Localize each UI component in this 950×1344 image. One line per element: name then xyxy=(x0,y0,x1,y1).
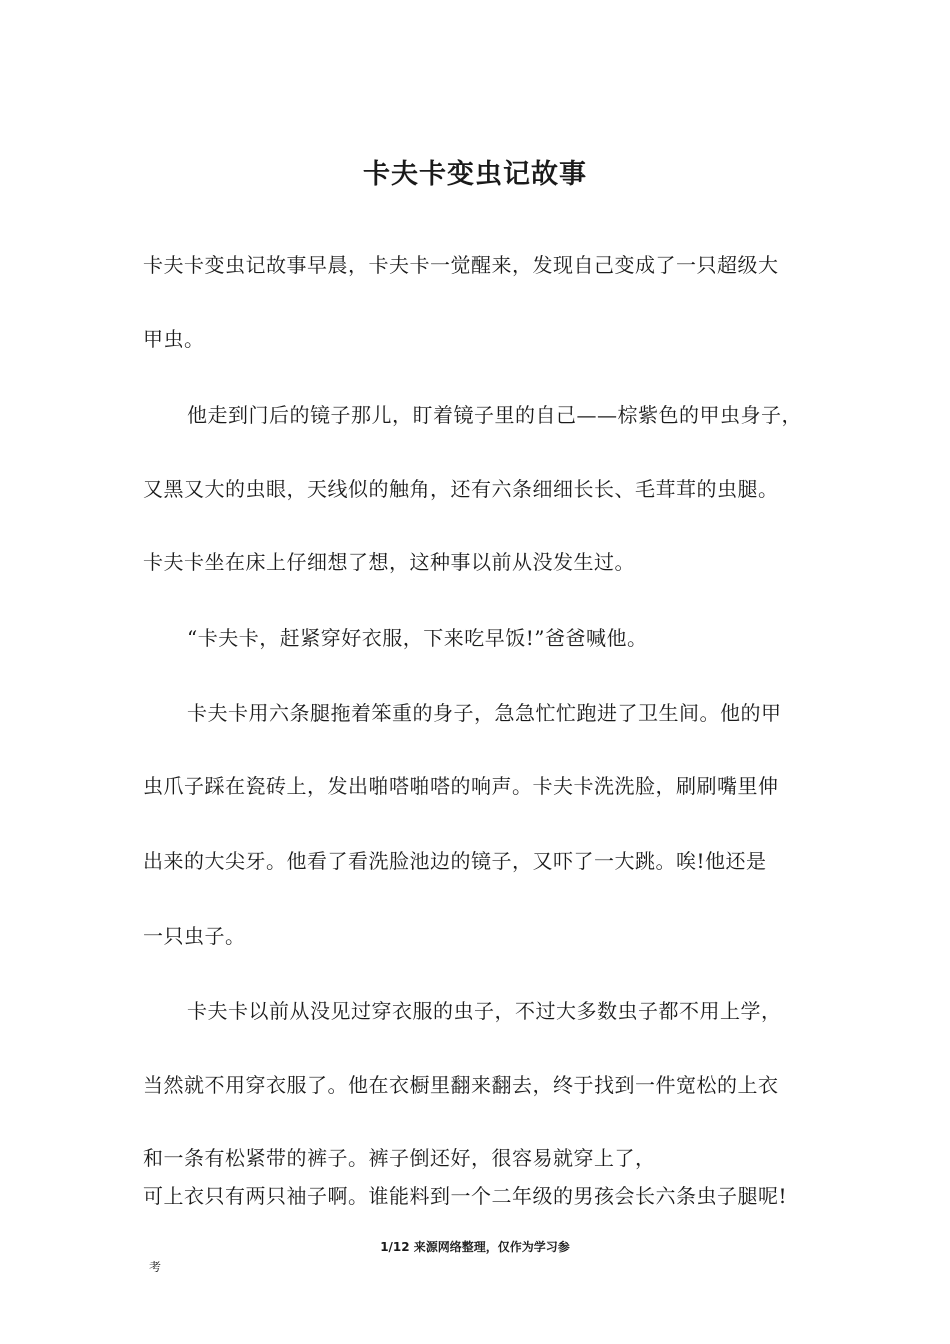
paragraph-line: 甲虫。 xyxy=(143,327,205,351)
paragraph-line: 卡夫卡用六条腿拖着笨重的身子，急急忙忙跑进了卫生间。他的甲 xyxy=(187,701,782,725)
paragraph-line: 卡夫卡变虫记故事早晨，卡夫卡一觉醒来，发现自己变成了一只超级大 xyxy=(143,253,779,277)
page-footer-tail: 考 xyxy=(149,1260,162,1274)
document-title: 卡夫卡变虫记故事 xyxy=(363,159,587,190)
paragraph-line: 又黑又大的虫眼，天线似的触角，还有六条细细长长、毛茸茸的虫腿。 xyxy=(143,477,779,501)
paragraph-line: 他走到门后的镜子那儿，盯着镜子里的自己——棕紫色的甲虫身子， xyxy=(187,403,802,427)
paragraph-line: 虫爪子踩在瓷砖上，发出啪嗒啪嗒的响声。卡夫卡洗洗脸，刷刷嘴里伸 xyxy=(143,774,779,798)
page-footer: 1/12 来源网络整理，仅作为学习参 xyxy=(380,1240,570,1254)
paragraph-line: 和一条有松紧带的裤子。裤子倒还好，很容易就穿上了， xyxy=(143,1146,656,1170)
paragraph-line: 卡夫卡以前从没见过穿衣服的虫子，不过大多数虫子都不用上学， xyxy=(187,999,782,1023)
paragraph-line: 当然就不用穿衣服了。他在衣橱里翻来翻去，终于找到一件宽松的上衣 xyxy=(143,1073,779,1097)
paragraph-line: 出来的大尖牙。他看了看洗脸池边的镜子，又吓了一大跳。唉!他还是 xyxy=(143,849,767,873)
paragraph-line: “卡夫卡，赶紧穿好衣服，下来吃早饭!”爸爸喊他。 xyxy=(187,626,648,650)
paragraph-line: 一只虫子。 xyxy=(143,924,246,948)
paragraph-line: 卡夫卡坐在床上仔细想了想，这种事以前从没发生过。 xyxy=(143,550,635,574)
paragraph-line: 可上衣只有两只袖子啊。谁能料到一个二年级的男孩会长六条虫子腿呢! xyxy=(143,1184,788,1208)
